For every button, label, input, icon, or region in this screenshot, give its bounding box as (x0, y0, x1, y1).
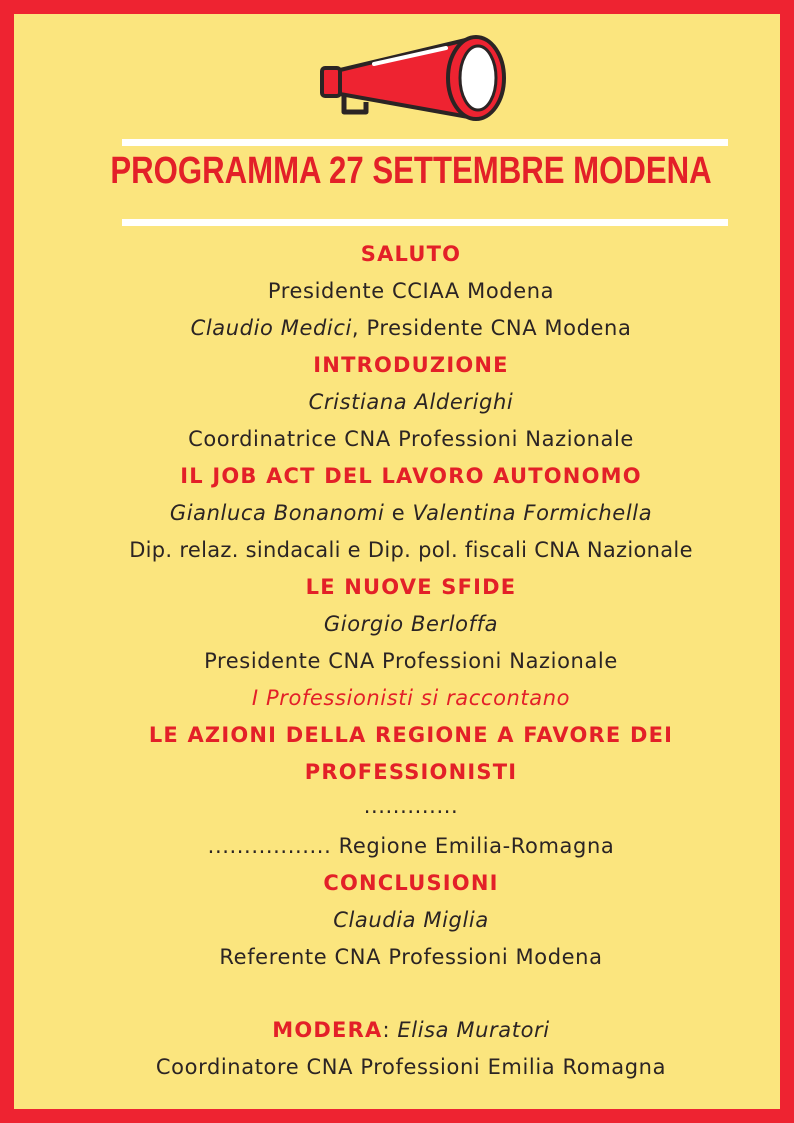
separator: : (382, 1018, 398, 1042)
speaker-line (14, 828, 794, 865)
title-rule-top (122, 139, 728, 146)
moderator-line (14, 1012, 794, 1049)
speaker-line (14, 495, 794, 532)
speaker-role: Regione Emilia-Romagna (331, 834, 615, 858)
title-rule-bottom (122, 219, 728, 226)
session-subtitle: I Professionisti si raccontano (251, 686, 571, 710)
section-heading-azioni-1: LE AZIONI DELLA REGIONE A FAVORE DEI (148, 723, 674, 747)
speaker-name: Claudio Medici (190, 316, 352, 340)
speaker-role: Coordinatrice CNA Professioni Nazionale (188, 427, 634, 451)
placeholder-dots: ............. (363, 794, 459, 818)
section-heading-saluto: SALUTO (360, 242, 462, 266)
moderator-label: MODERA (272, 1018, 383, 1042)
section-heading-job-act: IL JOB ACT DEL LAVORO AUTONOMO (180, 464, 642, 488)
page-title: PROGRAMMA 27 SETTEMBRE MODENA (110, 150, 712, 192)
section-heading-nuove-sfide: LE NUOVE SFIDE (305, 575, 517, 599)
section-heading-conclusioni: CONCLUSIONI (323, 871, 499, 895)
conjunction: e (384, 501, 413, 525)
speaker-role: Dip. relaz. sindacali e Dip. pol. fiscali CNA Nazionale (129, 538, 693, 562)
speaker-role: , Presidente CNA Modena (351, 316, 632, 340)
speaker-name: Claudia Miglia (333, 908, 489, 932)
megaphone-icon (314, 34, 514, 122)
speaker-name: Giorgio Berloffa (323, 612, 499, 636)
section-heading-introduzione: INTRODUZIONE (313, 353, 509, 377)
section-heading-azioni-2: PROFESSIONISTI (304, 760, 518, 784)
program-list (14, 236, 794, 1086)
speaker-name: Gianluca Bonanomi (169, 501, 385, 525)
speaker-name: Cristiana Alderighi (308, 390, 514, 414)
speaker-role: Presidente CNA Professioni Nazionale (204, 649, 618, 673)
speaker-role: Presidente CCIAA Modena (267, 279, 555, 303)
spacer (14, 976, 794, 1012)
speaker-line (14, 310, 794, 347)
moderator-role: Coordinatore CNA Professioni Emilia Romagna (155, 1055, 667, 1079)
placeholder-dots: ................. (207, 834, 332, 858)
speaker-name: Valentina Formichella (412, 501, 653, 525)
moderator-name: Elisa Muratori (397, 1018, 550, 1042)
speaker-role: Referente CNA Professioni Modena (219, 945, 603, 969)
